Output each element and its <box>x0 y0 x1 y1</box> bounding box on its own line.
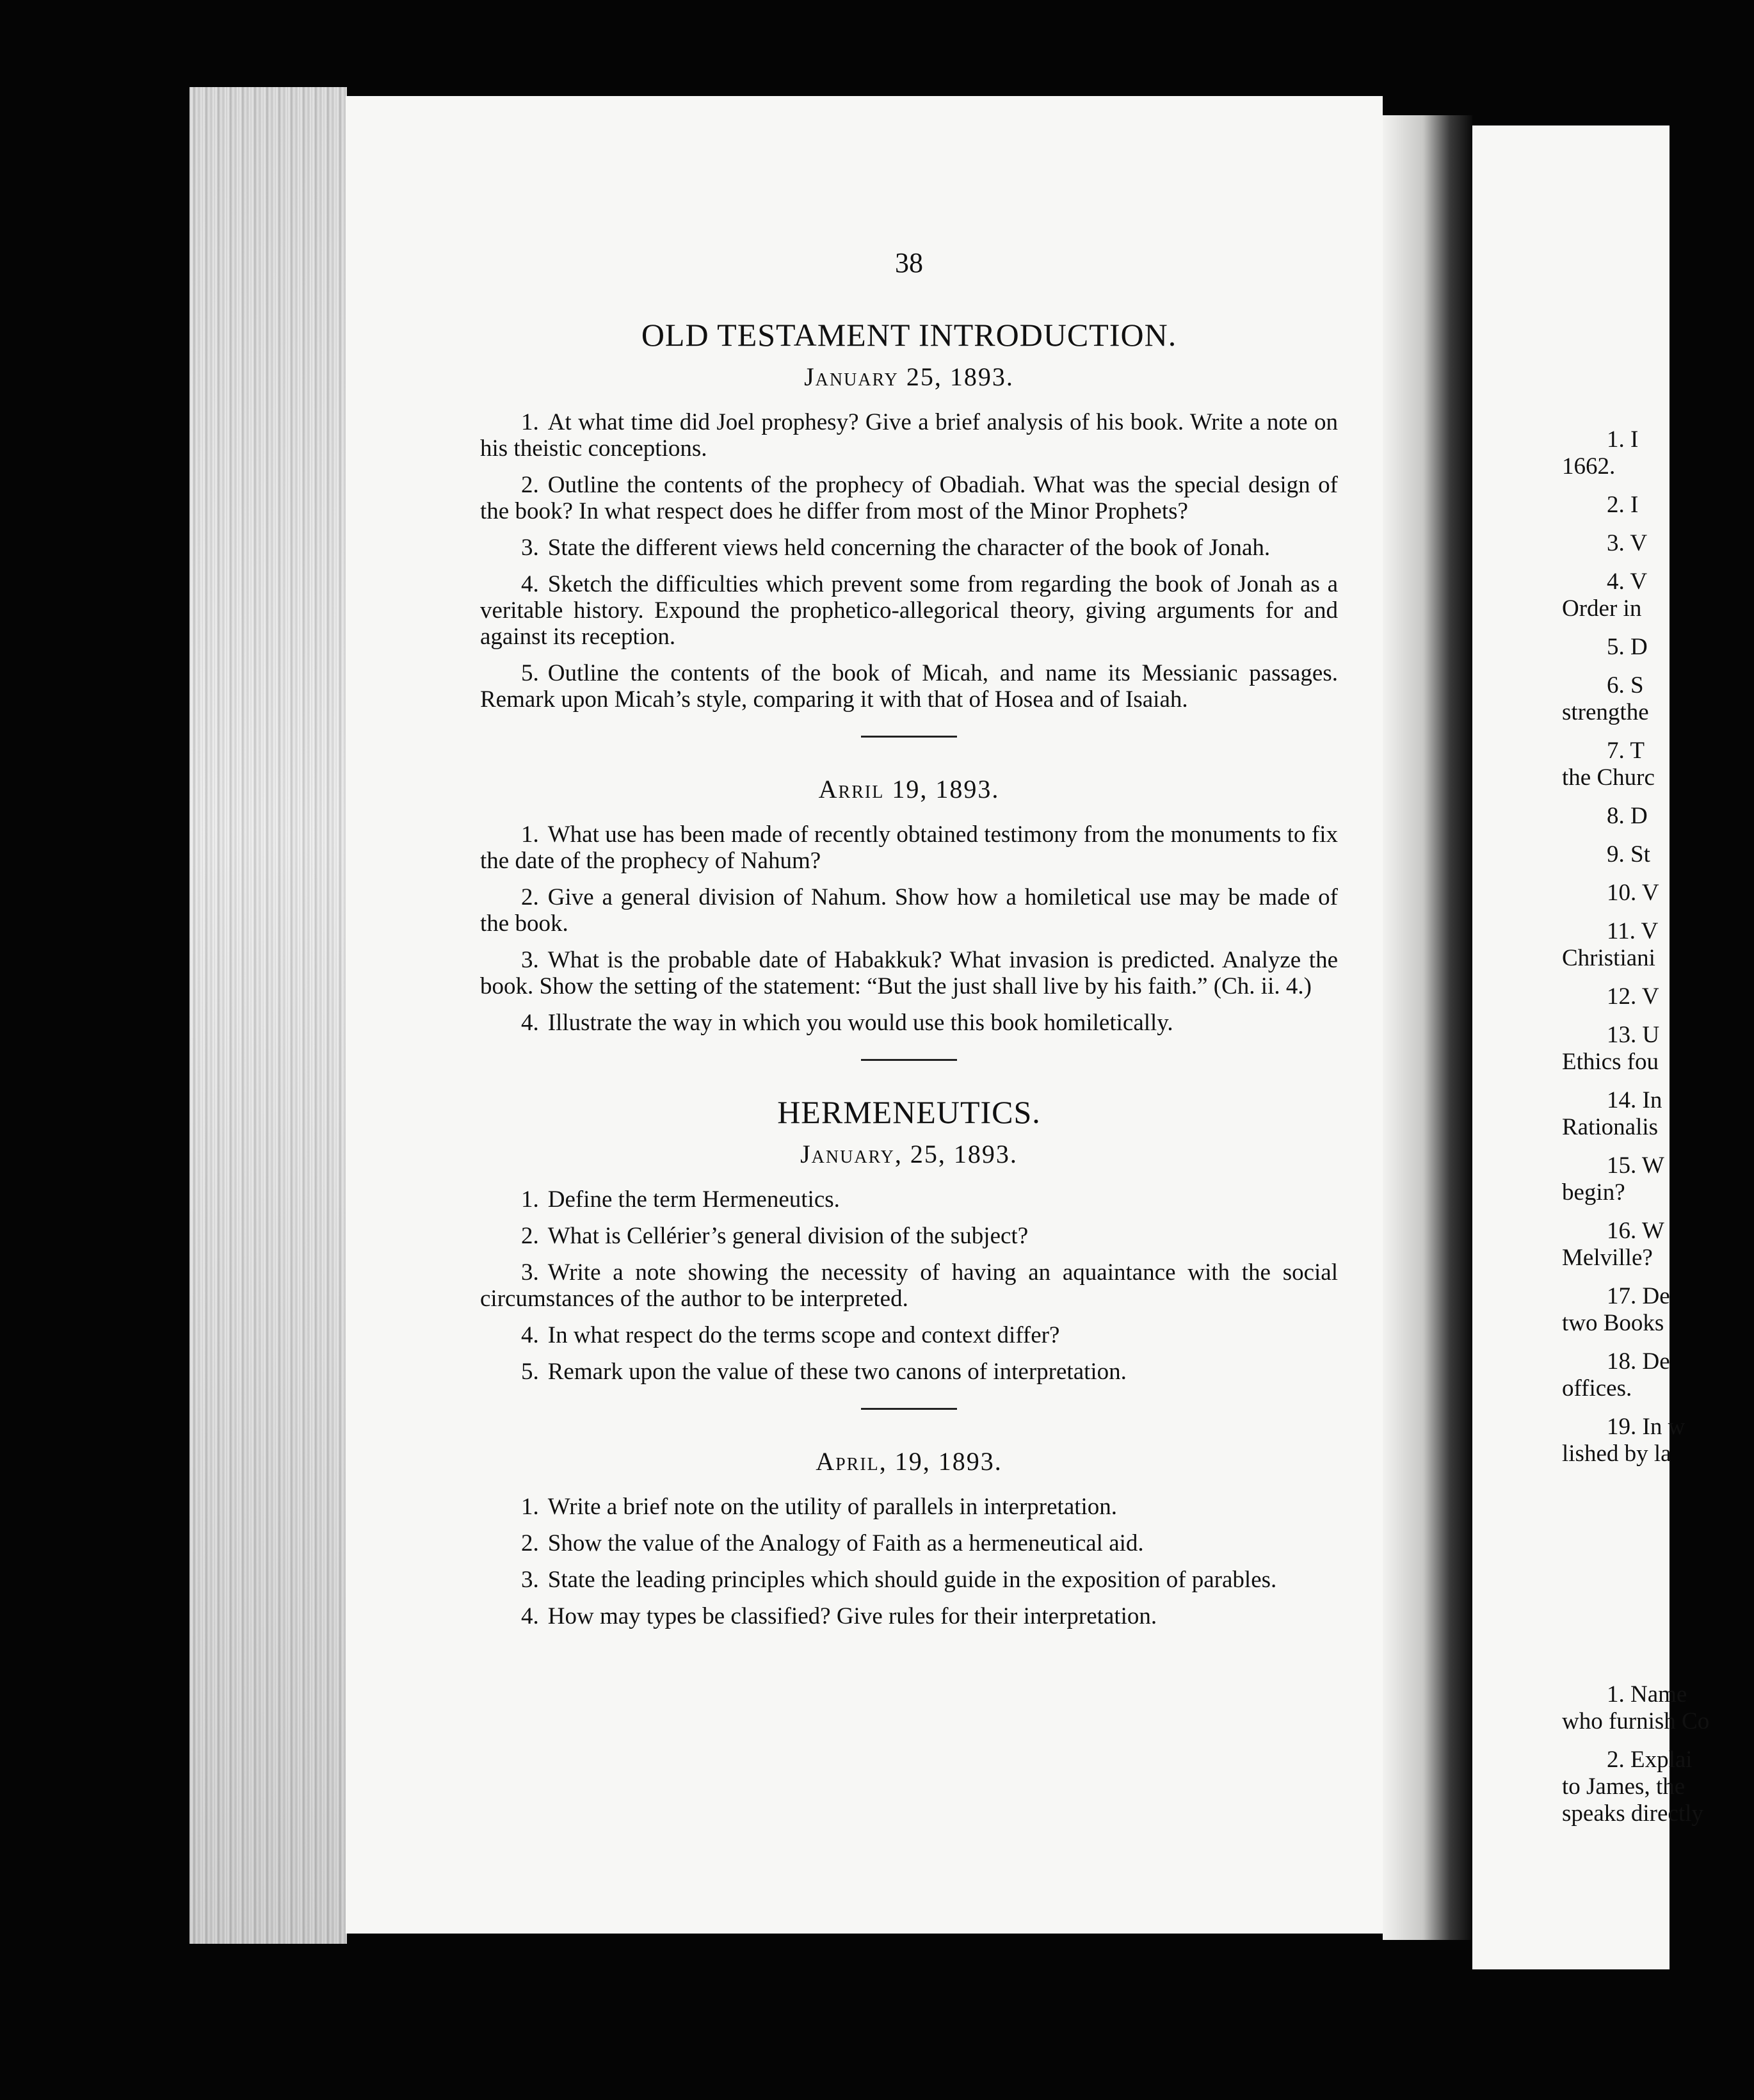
right-page-fragment: 3. V <box>1607 530 1648 556</box>
question-text: Outline the contents of the book of Micah, and name its Messianic passages. Remark upon Micah’s style, comparing it with that of Hosea and of Isaiah. <box>480 660 1338 713</box>
right-page-fragment: 1. Name <box>1607 1681 1687 1708</box>
question-number: 4. <box>521 1010 539 1036</box>
right-page-fragment: strengthe <box>1562 699 1649 725</box>
question-number: 2. <box>521 472 539 498</box>
right-page-fragment: 6. S <box>1607 672 1644 699</box>
right-page-fragment: 9. St <box>1607 841 1650 868</box>
question-number: 1. <box>521 821 539 848</box>
right-page-fragment: speaks directly <box>1562 1800 1703 1827</box>
right-page-fragment: 12. V <box>1607 983 1659 1010</box>
question-text: Give a general division of Nahum. Show how a homiletical use may be made of the book. <box>480 884 1338 937</box>
question-number: 2. <box>521 884 539 910</box>
right-page-fragment: to James, the <box>1562 1773 1686 1800</box>
question-number: 1. <box>521 1186 539 1213</box>
question <box>480 1530 1338 1556</box>
right-page-fragment: 2. Explai <box>1607 1747 1693 1773</box>
question-text: Outline the contents of the prophecy of Obadiah. What was the special design of the book? In what respect does he differ from most of the Minor Prophets? <box>480 472 1338 524</box>
right-page-fragment: Order in <box>1562 595 1642 622</box>
question-text: Show the value of the Analogy of Faith as a hermeneutical aid. <box>547 1530 1144 1556</box>
question-number: 3. <box>521 1259 539 1286</box>
question <box>480 1567 1338 1593</box>
question-text: What is Cellérier’s general division of the subject? <box>547 1223 1029 1249</box>
section-title: OLD TESTAMENT INTRODUCTION. <box>641 317 1177 353</box>
question-text: In what respect do the terms scope and context differ? <box>547 1322 1060 1348</box>
question <box>480 409 1338 462</box>
question-text: Sketch the difficulties which prevent some from regarding the book of Jonah as a veritable history. Expound the prophetico-allegorical theory, giving arguments for and against its reception. <box>480 571 1338 650</box>
right-page-fragment: 11. V <box>1607 918 1659 944</box>
question <box>480 1186 1338 1213</box>
question <box>480 1359 1338 1385</box>
right-page-fragment: who furnish Co <box>1562 1708 1710 1734</box>
book-gutter <box>1383 115 1472 1940</box>
section-divider <box>861 1408 957 1410</box>
section-divider <box>861 1059 957 1061</box>
right-page-fragment: 13. U <box>1607 1022 1660 1048</box>
right-page-fragment: begin? <box>1562 1179 1625 1206</box>
exam-date: January 25, 1893. <box>804 362 1014 391</box>
question-text: Write a note showing the necessity of having an aquaintance with the social circumstances of the author to be interpreted. <box>480 1259 1338 1312</box>
question-text: State the different views held concerning the character of the book of Jonah. <box>547 535 1271 561</box>
question-number: 4. <box>521 571 539 597</box>
right-page-fragment: 1. I <box>1607 426 1639 453</box>
question <box>480 1259 1338 1312</box>
question-text: Illustrate the way in which you would use this book homiletically. <box>547 1010 1173 1036</box>
question <box>480 1494 1338 1520</box>
right-page-fragment: 17. De <box>1607 1283 1670 1309</box>
question <box>480 472 1338 524</box>
right-page-fragment: Ethics fou <box>1562 1049 1659 1075</box>
right-page-fragment: 7. T <box>1607 738 1645 764</box>
question-text: State the leading principles which should guide in the exposition of parables. <box>547 1567 1277 1593</box>
right-page-fragment: 8. D <box>1607 803 1648 829</box>
question-text: What use has been made of recently obtained testimony from the monuments to fix the date of the prophecy of Nahum? <box>480 821 1338 874</box>
question-text: Write a brief note on the utility of parallels in interpretation. <box>547 1494 1118 1520</box>
question-number: 1. <box>521 1494 539 1520</box>
right-page-fragment: 1662. <box>1562 453 1616 480</box>
question-number: 1. <box>521 409 539 435</box>
right-page-fragment: 14. In <box>1607 1087 1662 1113</box>
exam-date: April, 19, 1893. <box>816 1447 1002 1476</box>
page-edges <box>189 87 347 1944</box>
question-number: 4. <box>521 1603 539 1629</box>
right-page-fragment: 5. D <box>1607 634 1648 660</box>
right-page-fragment: 10. V <box>1607 880 1659 906</box>
question-number: 5. <box>521 1359 539 1385</box>
question-number: 2. <box>521 1530 539 1556</box>
right-page-fragment: 2. I <box>1607 492 1639 518</box>
right-page-fragment: 18. De <box>1607 1348 1670 1375</box>
question-number: 3. <box>521 1567 539 1593</box>
right-page-fragment: 19. In w <box>1607 1414 1686 1440</box>
question-number: 3. <box>521 947 539 973</box>
left-page-text <box>480 247 1338 1640</box>
question <box>480 1010 1338 1036</box>
right-page-fragment: 15. W <box>1607 1152 1664 1179</box>
question-text: Define the term Hermeneutics. <box>547 1186 840 1213</box>
question-number: 5. <box>521 660 539 686</box>
question <box>480 884 1338 937</box>
right-page-fragment: lished by la <box>1562 1441 1671 1467</box>
question <box>480 535 1338 561</box>
right-page-fragment: Christiani <box>1562 945 1655 971</box>
question <box>480 1603 1338 1629</box>
right-page-fragment: two Books <box>1562 1310 1664 1336</box>
question-text: What is the probable date of Habakkuk? What invasion is predicted. Analyze the book. Show the setting of the statement: “But the just shall live by his faith.” (Ch. ii. 4.) <box>480 947 1338 999</box>
question <box>480 821 1338 874</box>
right-page-fragment: 16. W <box>1607 1218 1664 1244</box>
question-text: How may types be classified? Give rules for their interpretation. <box>547 1603 1157 1629</box>
question-number: 3. <box>521 535 539 561</box>
question-text: Remark upon the value of these two canons of interpretation. <box>547 1359 1127 1385</box>
right-page-fragment: Rationalis <box>1562 1114 1659 1140</box>
question <box>480 1223 1338 1249</box>
exam-date: January, 25, 1893. <box>800 1140 1018 1168</box>
question <box>480 571 1338 650</box>
question <box>480 660 1338 713</box>
question <box>480 947 1338 999</box>
section-title: HERMENEUTICS. <box>777 1094 1041 1130</box>
question <box>480 1322 1338 1348</box>
right-page <box>1472 125 1710 1969</box>
right-page-fragment: the Churc <box>1562 764 1655 791</box>
page-number: 38 <box>895 247 923 279</box>
right-page-fragment: offices. <box>1562 1375 1632 1401</box>
question-number: 4. <box>521 1322 539 1348</box>
right-page-fragment: Melville? <box>1562 1245 1653 1271</box>
exam-date: Arril 19, 1893. <box>818 775 1000 804</box>
question-number: 2. <box>521 1223 539 1249</box>
right-page-fragment: 4. V <box>1607 569 1648 595</box>
section-divider <box>861 736 957 738</box>
question-text: At what time did Joel prophesy? Give a brief analysis of his book. Write a note on his theistic conceptions. <box>480 409 1338 462</box>
